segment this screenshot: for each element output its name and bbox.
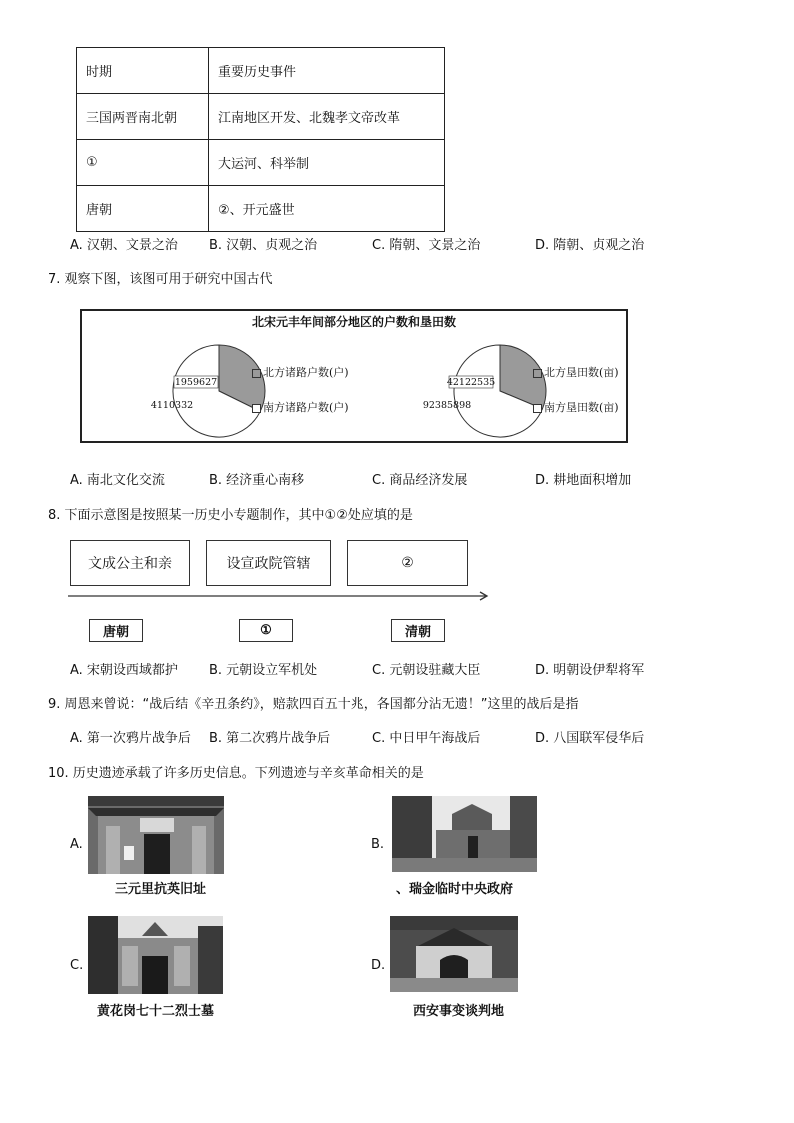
q9-option-a: A. 第一次鸦片战争后 (70, 731, 191, 746)
q10-stem: 10. 历史遗迹承载了许多历史信息。下列遗迹与辛亥革命相关的是 (48, 766, 424, 781)
q9-option-d: D. 八国联军侵华后 (535, 731, 645, 746)
table-cell: 江南地区开发、北魏孝文帝改革 (209, 94, 445, 140)
flow-box-2: 设宣政院管辖 (206, 540, 331, 586)
q6-option-c: C. 隋朝、文景之治 (372, 238, 481, 253)
table-cell: 唐朝 (77, 186, 209, 232)
legend-swatch (533, 404, 542, 413)
xian-photo (390, 916, 518, 992)
legend-label: 北方诸路户数(户) (263, 366, 349, 379)
q7-option-b: B. 经济重心南移 (209, 473, 305, 488)
legend-swatch (252, 404, 261, 413)
q8-stem: 8. 下面示意图是按照某一历史小专题制作，其中①②处应填的是 (48, 508, 413, 523)
q6-option-d: D. 隋朝、贞观之治 (535, 238, 645, 253)
ruijin-photo (392, 796, 537, 872)
data-label: 92385898 (422, 400, 472, 411)
legend-label: 南方垦田数(亩) (544, 401, 619, 414)
table-cell: 重要历史事件 (209, 48, 445, 94)
q7-option-d: D. 耕地面积增加 (535, 473, 632, 488)
legend-north-farmland (533, 364, 619, 380)
sanyuanli-photo (88, 796, 224, 874)
building-illustration (88, 796, 224, 874)
monument-illustration (88, 916, 223, 994)
data-label: 4110332 (150, 400, 194, 411)
q7-pie-chart (80, 309, 628, 443)
chart-title: 北宋元丰年间部分地区的户数和垦田数 (251, 315, 456, 329)
era-label-blank: ① (239, 619, 293, 642)
q10-letter-a: A. (70, 837, 83, 852)
data-label: 42122535 (446, 377, 496, 388)
legend-south-households (252, 399, 349, 415)
q7-option-c: C. 商品经济发展 (372, 473, 468, 488)
q8-option-c: C. 元朝设驻藏大臣 (372, 663, 481, 678)
q10-caption-d: 西安事变谈判地 (413, 1004, 505, 1019)
q6-option-b: B. 汉朝、贞观之治 (209, 238, 318, 253)
building-illustration (392, 796, 537, 872)
legend-label: 南方诸路户数(户) (263, 401, 349, 414)
q10-letter-d: D. (371, 958, 386, 973)
q10-caption-c: 黄花岗七十二烈士墓 (97, 1004, 215, 1019)
q7-stem: 7. 观察下图，该图可用于研究中国古代 (48, 272, 273, 287)
q8-option-a: A. 宋朝设西域都护 (70, 663, 178, 678)
q9-stem: 9. 周恩来曾说：“战后结《辛丑条约》，赔款四百五十兆，各国都分沾无遗！”这里的战后是指 (48, 697, 579, 712)
table-cell: 时期 (77, 48, 209, 94)
table-row (77, 94, 445, 140)
flow-box-1: 文成公主和亲 (70, 540, 190, 586)
q10-letter-b: B. (371, 837, 385, 852)
table-cell: ① (77, 140, 209, 186)
q8-option-b: B. 元朝设立军机处 (209, 663, 318, 678)
huanghuagang-photo (88, 916, 223, 994)
data-label: 1959627 (174, 377, 218, 388)
table-cell: ②、开元盛世 (209, 186, 445, 232)
legend-swatch (252, 369, 261, 378)
table-row (77, 48, 445, 94)
legend-south-farmland (533, 399, 619, 415)
table-row (77, 140, 445, 186)
q6-option-a: A. 汉朝、文景之治 (70, 238, 178, 253)
table-row (77, 186, 445, 232)
era-label-tang: 唐朝 (89, 619, 143, 642)
era-label-qing: 清朝 (391, 619, 445, 642)
q9-option-b: B. 第二次鸦片战争后 (209, 731, 331, 746)
q7-option-a: A. 南北文化交流 (70, 473, 165, 488)
table-cell: 三国两晋南北朝 (77, 94, 209, 140)
q10-caption-b: 、瑞金临时中央政府 (396, 882, 514, 897)
q10-caption-a: 三元里抗英旧址 (115, 882, 207, 897)
legend-label: 北方垦田数(亩) (544, 366, 619, 379)
building-illustration (390, 916, 518, 992)
table-cell: 大运河、科举制 (209, 140, 445, 186)
q9-option-c: C. 中日甲午海战后 (372, 731, 481, 746)
q10-letter-c: C. (70, 958, 84, 973)
timeline-arrow (68, 590, 492, 602)
q6-table (76, 47, 445, 232)
flow-box-3: ② (347, 540, 468, 586)
legend-north-households (252, 364, 349, 380)
q8-option-d: D. 明朝设伊犁将军 (535, 663, 645, 678)
legend-swatch (533, 369, 542, 378)
